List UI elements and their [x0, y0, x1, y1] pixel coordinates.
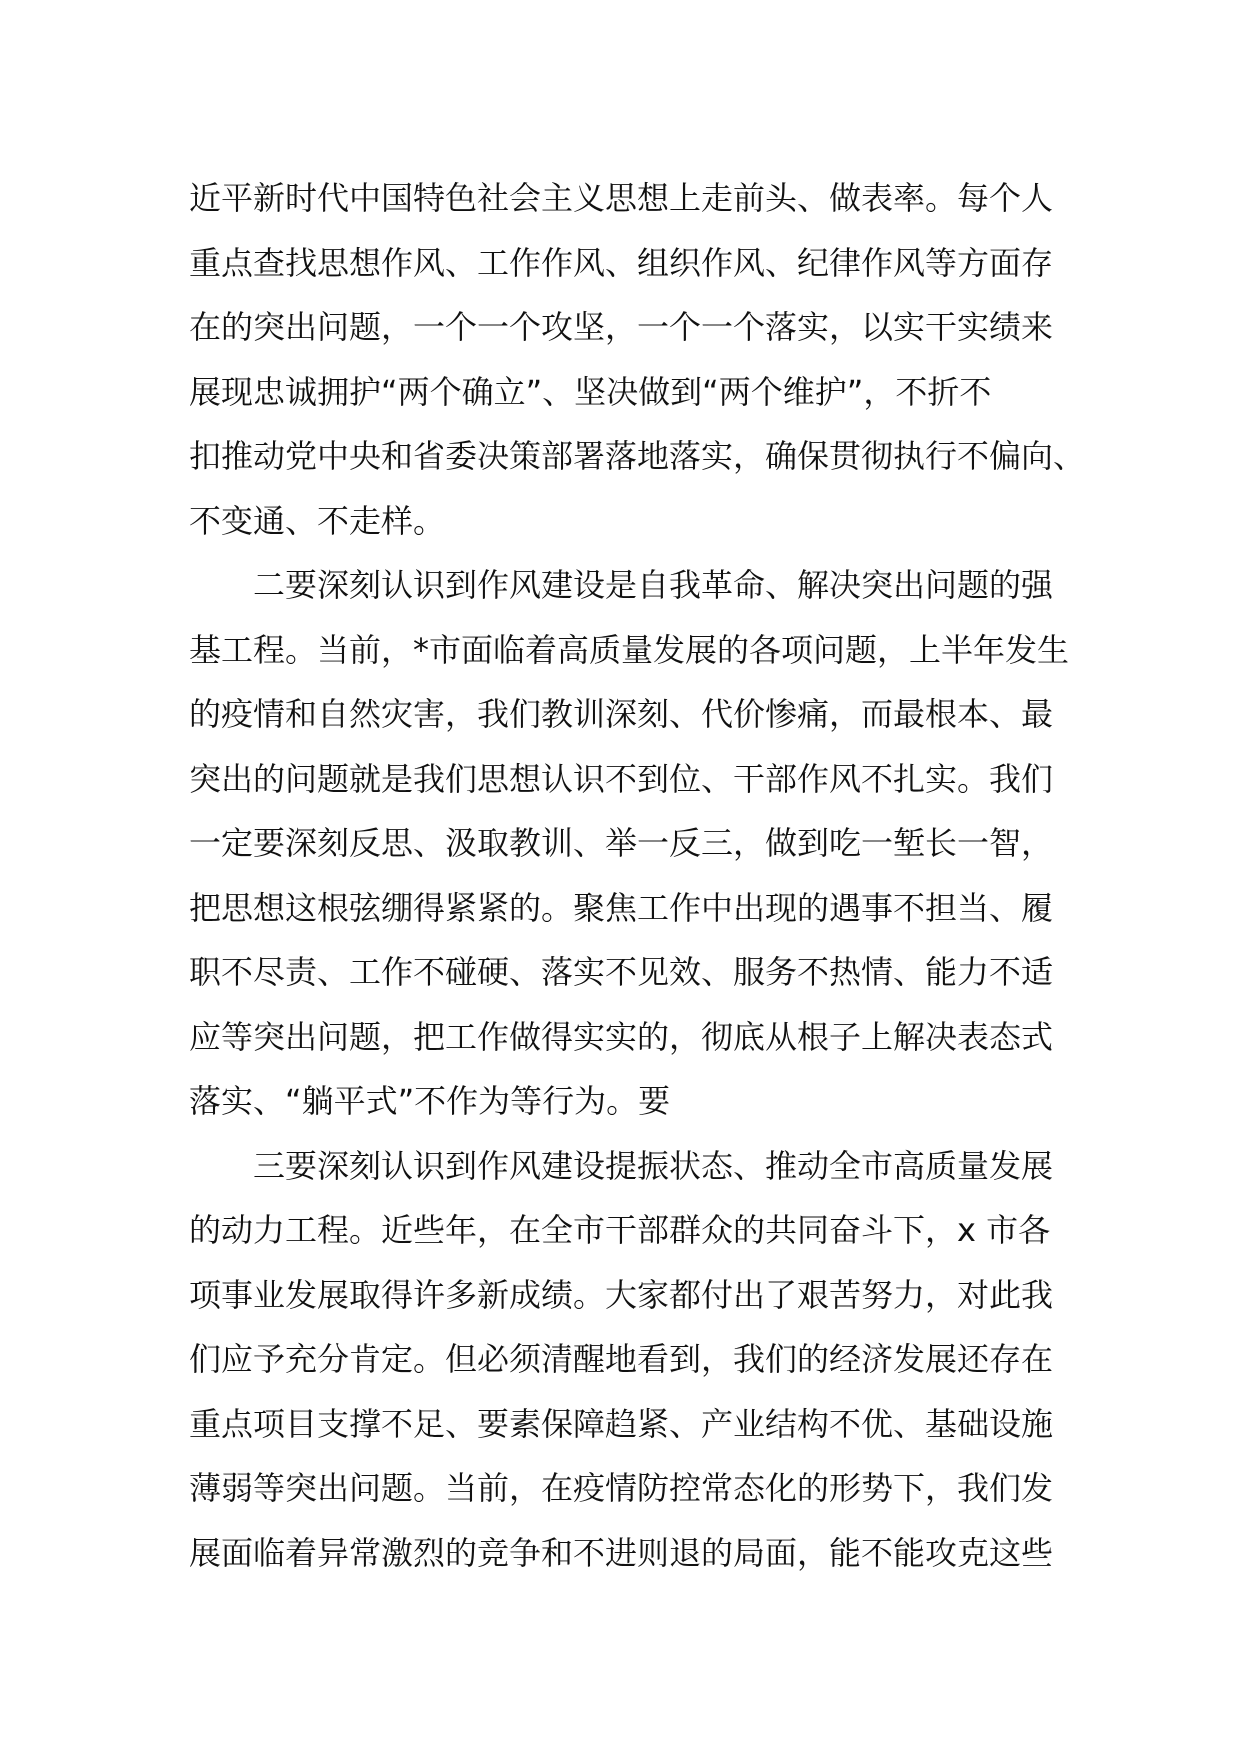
text-line: 基工程。当前，*市面临着高质量发展的各项问题，上半年发生 [189, 630, 1070, 669]
text-line: 的疫情和自然灾害，我们教训深刻、代价惨痛，而最根本、最 [189, 695, 1054, 733]
text-line: 突出的问题就是我们思想认识不到位、干部作风不扎实。我们 [189, 759, 1054, 798]
paragraph-first-line: 二要深刻认识到作风建设是自我革命、解决突出问题的强 [253, 566, 1054, 604]
text-line: 把思想这根弦绷得紧紧的。聚焦工作中出现的遇事不担当、履 [189, 888, 1054, 927]
text-line: 项事业发展取得许多新成绩。大家都付出了艰苦努力，对此我 [189, 1275, 1054, 1314]
text-line: 展现忠诚拥护“两个确立”、坚决做到“两个维护”，不折不 [189, 372, 992, 411]
text-line: 扣推动党中央和省委决策部署落地落实，确保贯彻执行不偏向、 [189, 437, 1086, 475]
text-line: 薄弱等突出问题。当前，在疫情防控常态化的形势下，我们发 [189, 1469, 1054, 1507]
text-line: 一定要深刻反思、汲取教训、举一反三，做到吃一堑长一智， [189, 824, 1054, 862]
text-line: 应等突出问题，把工作做得实实的，彻底从根子上解决表态式 [189, 1017, 1054, 1056]
text-line: 职不尽责、工作不碰硬、落实不见效、服务不热情、能力不适 [189, 953, 1054, 991]
text-line: 展面临着异常激烈的竞争和不进则退的局面，能不能攻克这些 [189, 1533, 1054, 1572]
text-line: 们应予充分肯定。但必须清醒地看到，我们的经济发展还存在 [189, 1340, 1054, 1378]
text-line: 落实、“躺平式”不作为等行为。要 [189, 1082, 671, 1120]
text-line: 在的突出问题，一个一个攻坚，一个一个落实，以实干实绩来 [189, 308, 1054, 346]
body-text [189, 166, 1086, 1585]
text-line: 不变通、不走样。 [189, 501, 446, 540]
text-line: 重点查找思想作风、工作作风、组织作风、纪律作风等方面存 [189, 243, 1054, 282]
text-line: 近平新时代中国特色社会主义思想上走前头、做表率。每个人 [189, 179, 1054, 217]
text-line: 重点项目支撑不足、要素保障趋紧、产业结构不优、基础设施 [189, 1404, 1054, 1443]
text-line: 的动力工程。近些年，在全市干部群众的共同奋斗下，x 市各 [189, 1211, 1051, 1249]
paragraph-first-line: 三要深刻认识到作风建设提振状态、推动全市高质量发展 [253, 1146, 1054, 1185]
